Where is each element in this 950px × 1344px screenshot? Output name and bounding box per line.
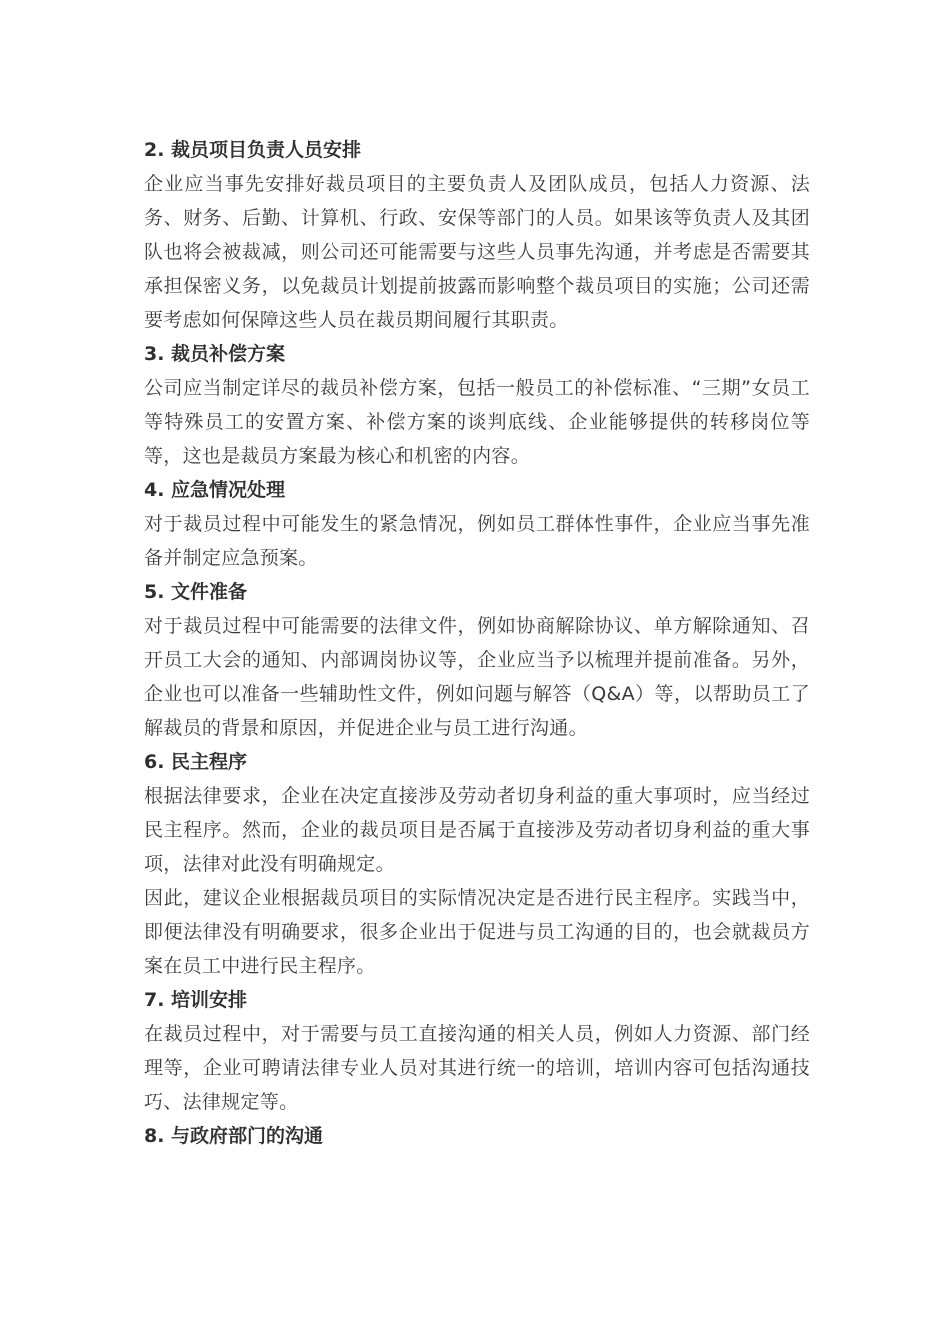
- section-paragraph: 对于裁员过程中可能发生的紧急情况，例如员工群体性事件，企业应当事先准备并制定应急预案。: [144, 513, 810, 569]
- section-5: [144, 575, 810, 745]
- section-paragraph: 因此，建议企业根据裁员项目的实际情况决定是否进行民主程序。实践当中，即便法律没有明确要求，很多企业出于促进与员工沟通的目的，也会就裁员方案在员工中进行民主程序。: [144, 887, 810, 977]
- section-heading: 7. 培训安排: [144, 989, 248, 1011]
- section-6: [144, 745, 810, 983]
- section-2: [144, 133, 810, 337]
- document-page: [144, 133, 810, 1153]
- section-paragraph: 公司应当制定详尽的裁员补偿方案，包括一般员工的补偿标准、“三期”女员工等特殊员工的安置方案、补偿方案的谈判底线、企业能够提供的转移岗位等等，这也是裁员方案最为核心和机密的内容。: [144, 377, 810, 467]
- section-8: [144, 1119, 810, 1153]
- section-heading: 2. 裁员项目负责人员安排: [144, 139, 362, 161]
- section-heading: 3. 裁员补偿方案: [144, 343, 286, 365]
- section-paragraph: 在裁员过程中，对于需要与员工直接沟通的相关人员，例如人力资源、部门经理等，企业可聘请法律专业人员对其进行统一的培训，培训内容可包括沟通技巧、法律规定等。: [144, 1023, 810, 1113]
- section-heading: 4. 应急情况处理: [144, 479, 286, 501]
- section-4: [144, 473, 810, 575]
- section-7: [144, 983, 810, 1119]
- section-paragraph: 企业应当事先安排好裁员项目的主要负责人及团队成员，包括人力资源、法务、财务、后勤、计算机、行政、安保等部门的人员。如果该等负责人及其团队也将会被裁减，则公司还可能需要与这些人员事先沟通，并考虑是否需要其承担保密义务，以免裁员计划提前披露而影响整个裁员项目的实施；公司还需要考虑如何保障这些人员在裁员期间履行其职责。: [144, 173, 810, 331]
- section-paragraph: 对于裁员过程中可能需要的法律文件，例如协商解除协议、单方解除通知、召开员工大会的通知、内部调岗协议等，企业应当予以梳理并提前准备。另外，企业也可以准备一些辅助性文件，例如问题与解答（Q&A）等，以帮助员工了解裁员的背景和原因，并促进企业与员工进行沟通。: [144, 615, 810, 739]
- section-3: [144, 337, 810, 473]
- section-paragraph: 根据法律要求，企业在决定直接涉及劳动者切身利益的重大事项时，应当经过民主程序。然而，企业的裁员项目是否属于直接涉及劳动者切身利益的重大事项，法律对此没有明确规定。: [144, 785, 810, 875]
- section-heading: 5. 文件准备: [144, 581, 248, 603]
- section-heading: 6. 民主程序: [144, 751, 248, 773]
- section-heading: 8. 与政府部门的沟通: [144, 1125, 324, 1147]
